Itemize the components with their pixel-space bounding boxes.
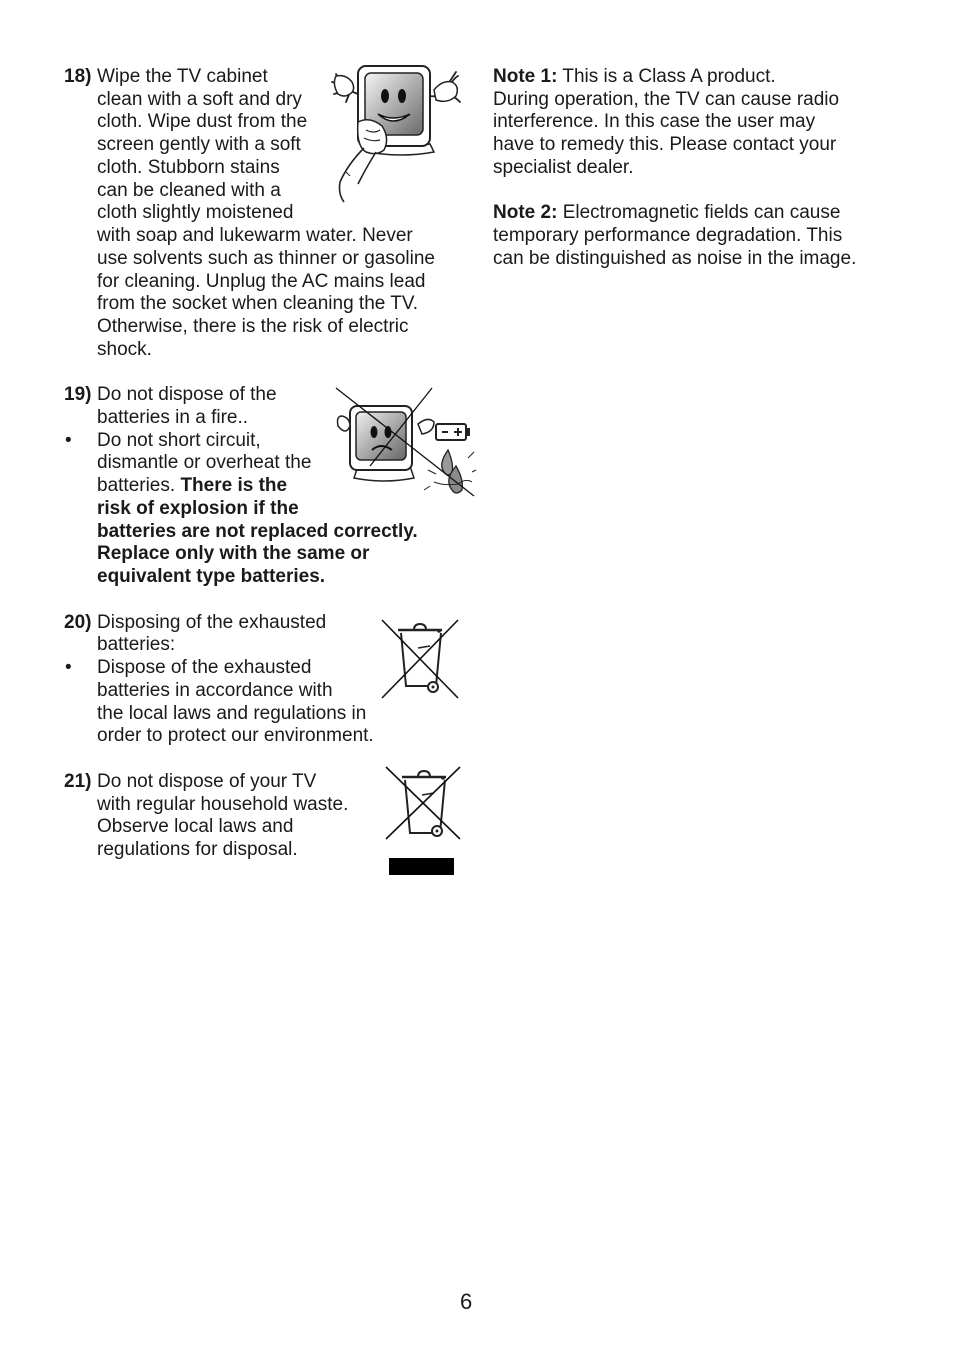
- text-line: for cleaning. Unplug the AC mains lead: [97, 271, 426, 292]
- text-line: Otherwise, there is the risk of electric: [97, 316, 409, 337]
- note-label: Note 1:: [493, 66, 558, 87]
- text-line: with soap and lukewarm water. Never: [97, 225, 413, 246]
- text-line: batteries:: [97, 634, 176, 655]
- text-line: [97, 475, 287, 498]
- text-line: Do not dispose of your TV: [97, 771, 317, 792]
- warning-line: equivalent type batteries.: [97, 566, 326, 587]
- crossed-out-bin-with-bar-icon: [384, 765, 464, 877]
- text-line: with regular household waste.: [97, 794, 349, 815]
- text-line: screen gently with a soft: [97, 134, 301, 155]
- text-line: temporary performance degradation. This: [493, 225, 843, 246]
- text-line: clean with a soft and dry: [97, 89, 302, 110]
- bullet: •: [65, 430, 72, 451]
- text-line: order to protect our environment.: [97, 725, 374, 746]
- warning-line: batteries are not replaced correctly.: [97, 521, 418, 542]
- text-line: Observe local laws and: [97, 816, 294, 837]
- warning-text: There is the: [180, 475, 288, 496]
- text-line: cloth slightly moistened: [97, 202, 294, 223]
- text-line: can be distinguished as noise in the image.: [493, 248, 857, 269]
- text-line: use solvents such as thinner or gasoline: [97, 248, 435, 269]
- text-line: the local laws and regulations in: [97, 703, 367, 724]
- text-line: Dispose of the exhausted: [97, 657, 312, 678]
- text-line: cloth. Stubborn stains: [97, 157, 280, 178]
- text-segment: batteries.: [97, 475, 176, 496]
- text-line: shock.: [97, 339, 152, 360]
- text-line: During operation, the TV can cause radio: [493, 89, 840, 110]
- text-line: dismantle or overheat the: [97, 452, 312, 473]
- tv-cleaning-icon: [330, 64, 462, 204]
- bullet: •: [65, 657, 72, 678]
- text-segment: Electromagnetic fields can cause: [562, 202, 841, 223]
- text-line: Do not dispose of the: [97, 384, 277, 405]
- item-number: 20): [64, 612, 92, 633]
- text-line: batteries in a fire..: [97, 407, 249, 428]
- text-segment: This is a Class A product.: [562, 66, 776, 87]
- text-line: can be cleaned with a: [97, 180, 281, 201]
- item-number: 21): [64, 771, 92, 792]
- text-line: Wipe the TV cabinet: [97, 66, 268, 87]
- crossed-out-bin-icon: [380, 618, 462, 700]
- text-line: batteries in accordance with: [97, 680, 333, 701]
- page-number: 6: [460, 1289, 473, 1314]
- text-line: Disposing of the exhausted: [97, 612, 327, 633]
- text-line: interference. In this case the user may: [493, 111, 816, 132]
- text-line: cloth. Wipe dust from the: [97, 111, 308, 132]
- item-number: 19): [64, 384, 92, 405]
- text-line: specialist dealer.: [493, 157, 634, 178]
- warning-line: Replace only with the same or: [97, 543, 370, 564]
- note-label: Note 2:: [493, 202, 558, 223]
- text-line: Do not short circuit,: [97, 430, 261, 451]
- text-line: [493, 202, 840, 225]
- text-line: from the socket when cleaning the TV.: [97, 293, 419, 314]
- text-line: have to remedy this. Please contact your: [493, 134, 837, 155]
- item-number: 18): [64, 66, 92, 87]
- no-battery-fire-icon: [334, 386, 476, 498]
- text-line: regulations for disposal.: [97, 839, 298, 860]
- warning-line: risk of explosion if the: [97, 498, 299, 519]
- text-line: [493, 66, 776, 89]
